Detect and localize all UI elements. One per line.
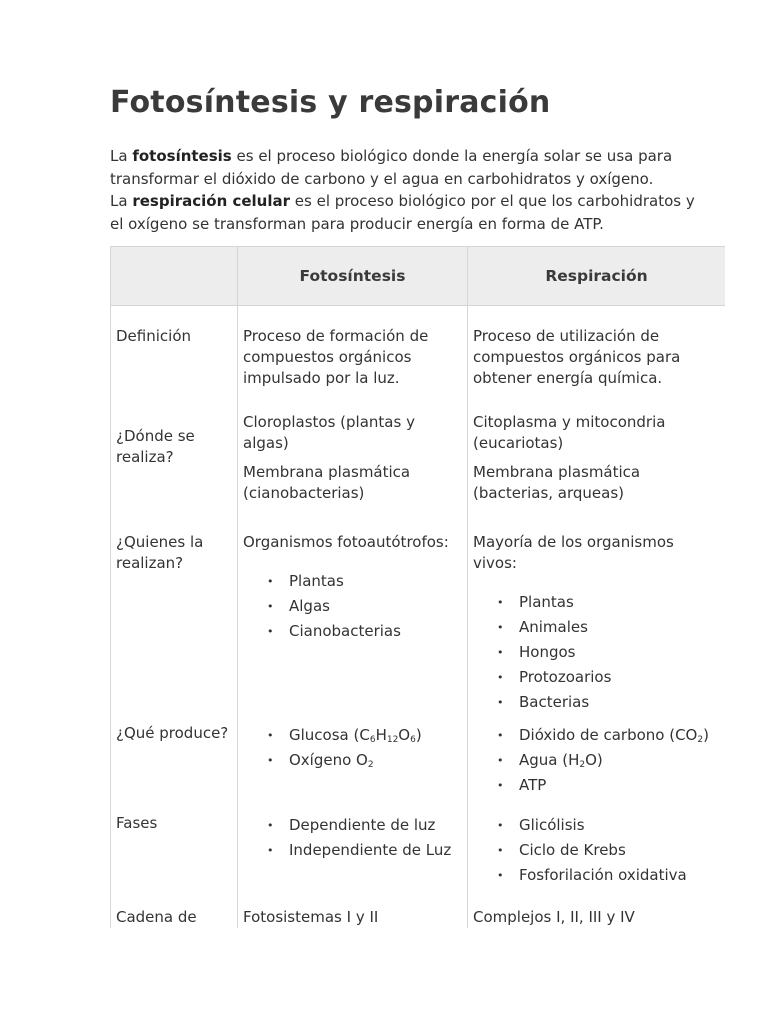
formula-text: Dióxido de carbono (CO: [519, 726, 698, 744]
list-item: • Animales: [519, 615, 720, 640]
bullet-list: [473, 723, 720, 798]
cell-text: Mayoría de los organismos vivos:: [473, 533, 674, 572]
header-fotosintesis: Fotosíntesis: [238, 247, 468, 306]
table-header-row: [111, 247, 726, 306]
list-item: • Fosforilación oxidativa: [519, 863, 720, 888]
formula-subscript: 2: [367, 760, 374, 770]
intro-text: [110, 145, 710, 235]
intro-p2-lead: La: [110, 192, 133, 210]
intro-p1-body: es el proceso biológico donde la energía solar se usa para transformar el dióxido de carbono y el agua en carbohidratos y oxígeno.: [110, 147, 673, 188]
header-respiracion: Respiración: [468, 247, 726, 306]
formula-text: O): [585, 751, 603, 769]
row-label-produce: ¿Qué produce?: [111, 715, 238, 801]
table-row: [111, 412, 726, 524]
formula-text: O: [398, 726, 411, 744]
term-fotosintesis: fotosíntesis: [132, 147, 232, 165]
term-respiracion-celular: respiración celular: [132, 192, 291, 210]
formula-text: Glucosa (C: [289, 726, 370, 744]
list-item: • Dependiente de luz: [289, 813, 462, 838]
list-item: • Protozoarios: [519, 665, 720, 690]
cell-text: Membrana plasmática (cianobacterias): [243, 463, 411, 502]
table-row: [111, 306, 726, 413]
cell-produce-respiracion: [468, 715, 726, 801]
list-item: • Independiente de Luz: [289, 838, 462, 863]
cell-quienes-fotosintesis: [238, 524, 468, 715]
bullet-list: [243, 569, 462, 644]
list-item: [289, 723, 462, 748]
cell-text: Membrana plasmática (bacterias, arqueas): [473, 463, 641, 502]
table-row: [111, 715, 726, 801]
cell-text: Organismos fotoautótrofos:: [243, 533, 449, 551]
list-item: • Plantas: [519, 590, 720, 615]
list-item: • Hongos: [519, 640, 720, 665]
cell-definicion-respiracion: Proceso de utilización de compuestos orgánicos para obtener energía química.: [468, 306, 726, 413]
table-row: [111, 801, 726, 895]
formula-text: H: [375, 726, 387, 744]
formula-text: ): [703, 726, 709, 744]
cell-text: Citoplasma y mitocondria (eucariotas): [473, 413, 666, 452]
list-item: • Cianobacterias: [289, 619, 462, 644]
row-label-donde: ¿Dónde se realiza?: [111, 412, 238, 524]
formula-text: Agua (H: [519, 751, 580, 769]
table-row: [111, 895, 726, 928]
list-item: • Glicólisis: [519, 813, 720, 838]
bullet-list: [243, 813, 462, 863]
intro-paragraph-photosynthesis: [110, 145, 710, 190]
list-item: [519, 748, 720, 773]
row-label-quienes: ¿Quienes la realizan?: [111, 524, 238, 715]
list-item: • Algas: [289, 594, 462, 619]
comparison-table: [110, 246, 725, 928]
intro-p2-body: es el proceso biológico por el que los carbohidratos y el oxígeno se transforman para producir energía en forma de ATP.: [110, 192, 695, 233]
row-label-fases: Fases: [111, 801, 238, 895]
formula-text: ): [415, 726, 422, 744]
page-title: Fotosíntesis y respiración: [110, 85, 551, 120]
header-empty-cell: [111, 247, 238, 306]
bullet-list: [243, 723, 462, 773]
list-item: • Ciclo de Krebs: [519, 838, 720, 863]
cell-text: Cloroplastos (plantas y algas): [243, 413, 415, 452]
list-item: • ATP: [519, 773, 720, 798]
row-label-definicion: Definición: [111, 306, 238, 413]
row-label-cadena: Cadena de: [111, 895, 238, 928]
bullet-list: [473, 813, 720, 888]
cell-cadena-respiracion: Complejos I, II, III y IV: [468, 895, 726, 928]
formula-subscript: 6: [410, 735, 416, 745]
cell-donde-fotosintesis: [238, 412, 468, 524]
cell-quienes-respiracion: [468, 524, 726, 715]
list-item: • Bacterias: [519, 690, 720, 715]
formula-subscript: 6: [369, 735, 376, 745]
cell-produce-fotosintesis: [238, 715, 468, 801]
formula-subscript: 12: [386, 735, 399, 745]
cell-donde-respiracion: [468, 412, 726, 524]
bullet-list: [473, 590, 720, 715]
list-item: [519, 723, 720, 748]
cell-fases-fotosintesis: [238, 801, 468, 895]
comparison-table-container: [110, 246, 725, 928]
list-item: [289, 748, 462, 773]
cell-cadena-fotosintesis: Fotosistemas I y II: [238, 895, 468, 928]
table-row: [111, 524, 726, 715]
formula-subscript: 2: [697, 735, 704, 745]
cell-definicion-fotosintesis: Proceso de formación de compuestos orgánicos impulsado por la luz.: [238, 306, 468, 413]
formula-text: Oxígeno O: [289, 751, 368, 769]
intro-paragraph-respiration: [110, 190, 710, 235]
list-item: • Plantas: [289, 569, 462, 594]
formula-subscript: 2: [579, 760, 586, 770]
cell-fases-respiracion: [468, 801, 726, 895]
intro-p1-lead: La: [110, 147, 133, 165]
